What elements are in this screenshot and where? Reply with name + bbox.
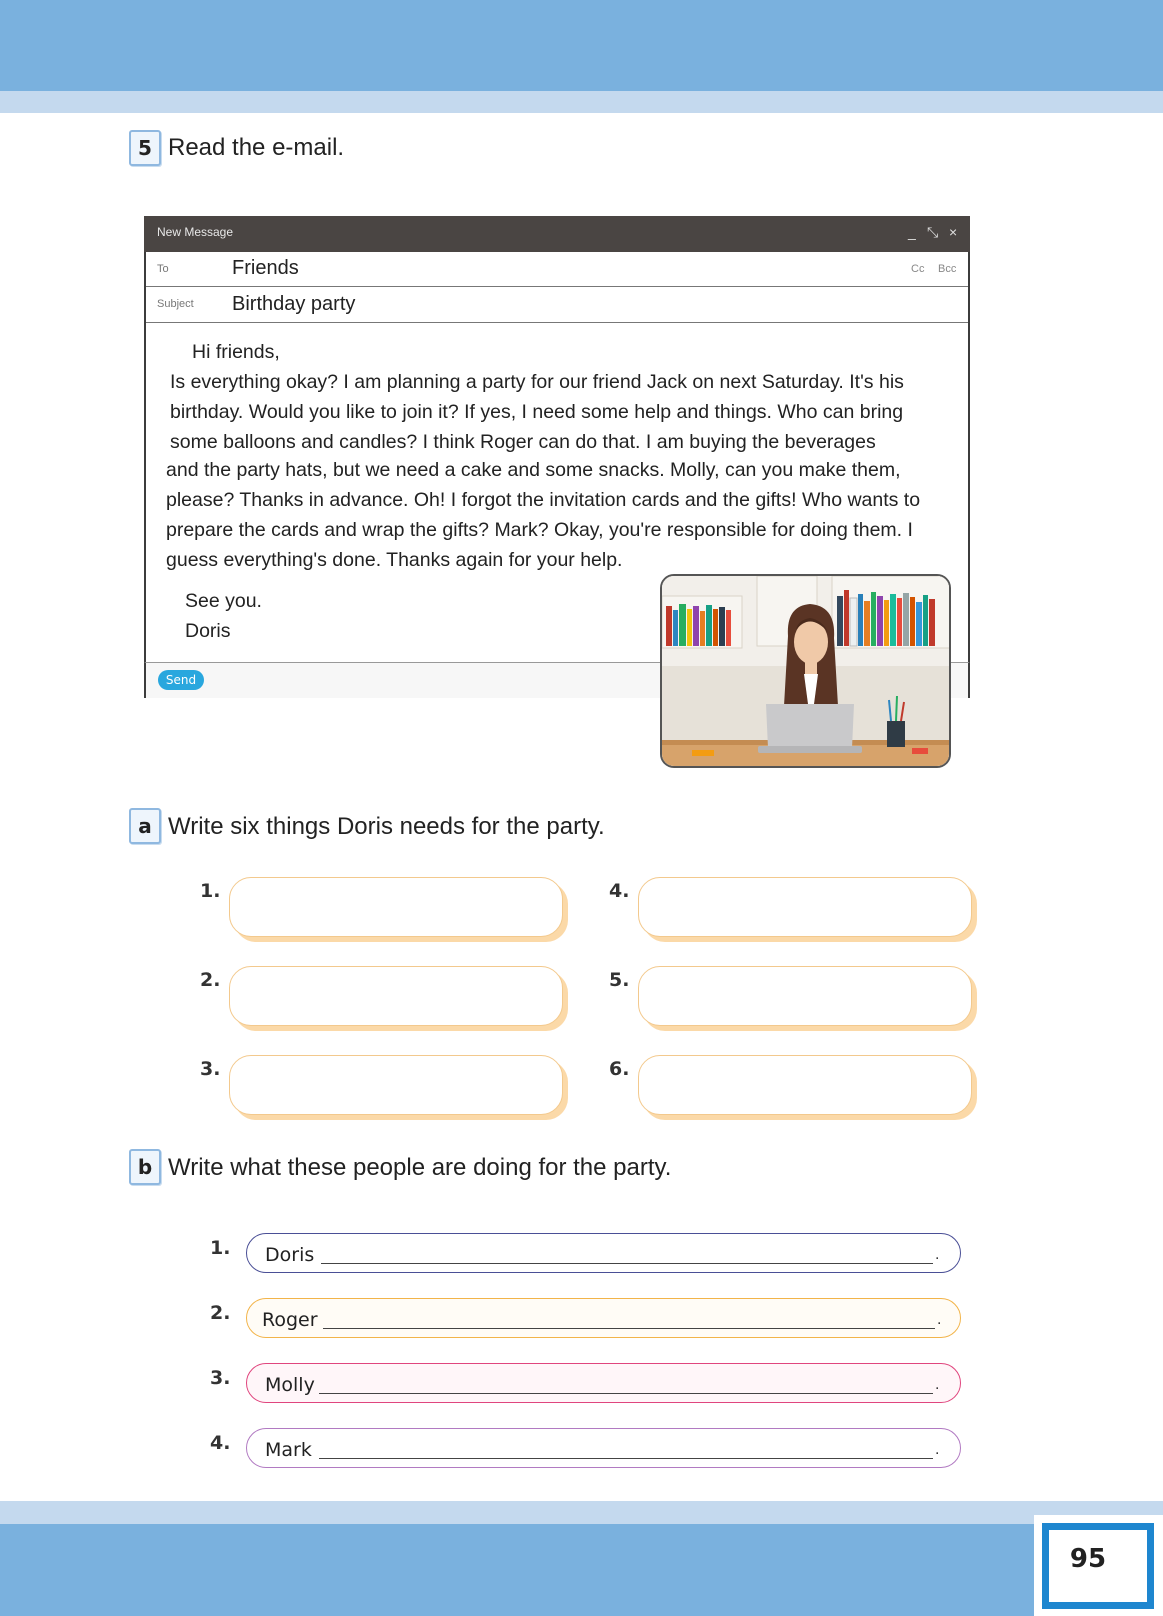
email-body-line: some balloons and candles? I think Roger can do that. I am buying the beverages bbox=[170, 431, 876, 453]
bottom-banner bbox=[0, 1524, 1163, 1616]
to-row[interactable] bbox=[146, 252, 968, 287]
exercise-instruction: Read the e-mail. bbox=[168, 134, 345, 161]
cc-link[interactable]: Cc bbox=[911, 263, 925, 275]
write-line bbox=[321, 1263, 933, 1264]
answer-box-1[interactable] bbox=[229, 877, 563, 937]
person-number: 4. bbox=[210, 1432, 231, 1454]
email-body-line: please? Thanks in advance. Oh! I forgot the invitation cards and the gifts! Who wants to bbox=[166, 489, 921, 511]
subject-field[interactable]: Birthday party bbox=[232, 293, 356, 315]
answer-box-4[interactable] bbox=[638, 877, 972, 937]
answer-number: 2. bbox=[200, 969, 221, 991]
minimize-icon[interactable]: _ bbox=[908, 224, 916, 240]
email-window-title: New Message bbox=[157, 225, 234, 239]
write-line bbox=[319, 1458, 933, 1459]
page-number-box bbox=[1042, 1523, 1154, 1609]
top-banner-stripe bbox=[0, 91, 1163, 113]
email-body-line: guess everything's done. Thanks again for your help. bbox=[166, 549, 623, 571]
part-a-badge: a bbox=[129, 808, 161, 844]
email-titlebar bbox=[144, 216, 970, 252]
email-body-line: and the party hats, but we need a cake and some snacks. Molly, can you make them, bbox=[166, 459, 901, 481]
answer-box-3[interactable] bbox=[229, 1055, 563, 1115]
email-greeting: Hi friends, bbox=[192, 341, 280, 363]
person-answer-line[interactable] bbox=[246, 1233, 961, 1273]
answer-box-5[interactable] bbox=[638, 966, 972, 1026]
period-mark: . bbox=[935, 1441, 940, 1458]
close-icon[interactable]: × bbox=[949, 224, 958, 240]
person-name: Mark bbox=[265, 1439, 312, 1461]
write-line bbox=[319, 1393, 933, 1394]
answer-number: 3. bbox=[200, 1058, 221, 1080]
part-a-instruction: Write six things Doris needs for the party. bbox=[168, 813, 605, 840]
girl-with-laptop-photo bbox=[660, 574, 951, 768]
to-label: To bbox=[157, 263, 169, 275]
period-mark: . bbox=[935, 1246, 940, 1263]
subject-row[interactable] bbox=[146, 287, 968, 323]
email-closing: See you. bbox=[185, 590, 262, 612]
person-name: Molly bbox=[265, 1374, 315, 1396]
person-name: Roger bbox=[262, 1309, 318, 1331]
to-field[interactable]: Friends bbox=[232, 257, 299, 279]
answer-number: 1. bbox=[200, 880, 221, 902]
person-answer-line[interactable] bbox=[246, 1298, 961, 1338]
bcc-link[interactable]: Bcc bbox=[938, 263, 957, 275]
exercise-number-badge: 5 bbox=[129, 130, 161, 166]
bottom-banner-stripe bbox=[0, 1501, 1163, 1524]
answer-number: 6. bbox=[609, 1058, 630, 1080]
email-body-line: birthday. Would you like to join it? If yes, I need some help and things. Who can bring bbox=[170, 401, 904, 423]
person-answer-line[interactable] bbox=[246, 1363, 961, 1403]
top-banner bbox=[0, 0, 1163, 91]
person-number: 1. bbox=[210, 1237, 231, 1259]
send-button[interactable]: Send bbox=[158, 670, 204, 690]
page-number: 95 bbox=[1069, 1544, 1107, 1574]
part-b-badge: b bbox=[129, 1149, 161, 1185]
email-signature: Doris bbox=[185, 620, 231, 642]
period-mark: . bbox=[935, 1376, 940, 1393]
email-body-line: Is everything okay? I am planning a party for our friend Jack on next Saturday. It's his bbox=[170, 371, 904, 393]
period-mark: . bbox=[937, 1311, 942, 1328]
subject-label: Subject bbox=[157, 298, 194, 310]
expand-icon[interactable]: ⤡ bbox=[927, 224, 939, 240]
part-b-instruction: Write what these people are doing for the party. bbox=[168, 1154, 672, 1181]
person-name: Doris bbox=[265, 1244, 315, 1266]
write-line bbox=[323, 1328, 935, 1329]
answer-box-2[interactable] bbox=[229, 966, 563, 1026]
answer-box-6[interactable] bbox=[638, 1055, 972, 1115]
answer-number: 5. bbox=[609, 969, 630, 991]
email-body-line: prepare the cards and wrap the gifts? Mark? Okay, you're responsible for doing them. I bbox=[166, 519, 913, 541]
answer-number: 4. bbox=[609, 880, 630, 902]
person-answer-line[interactable] bbox=[246, 1428, 961, 1468]
person-number: 3. bbox=[210, 1367, 231, 1389]
person-number: 2. bbox=[210, 1302, 231, 1324]
